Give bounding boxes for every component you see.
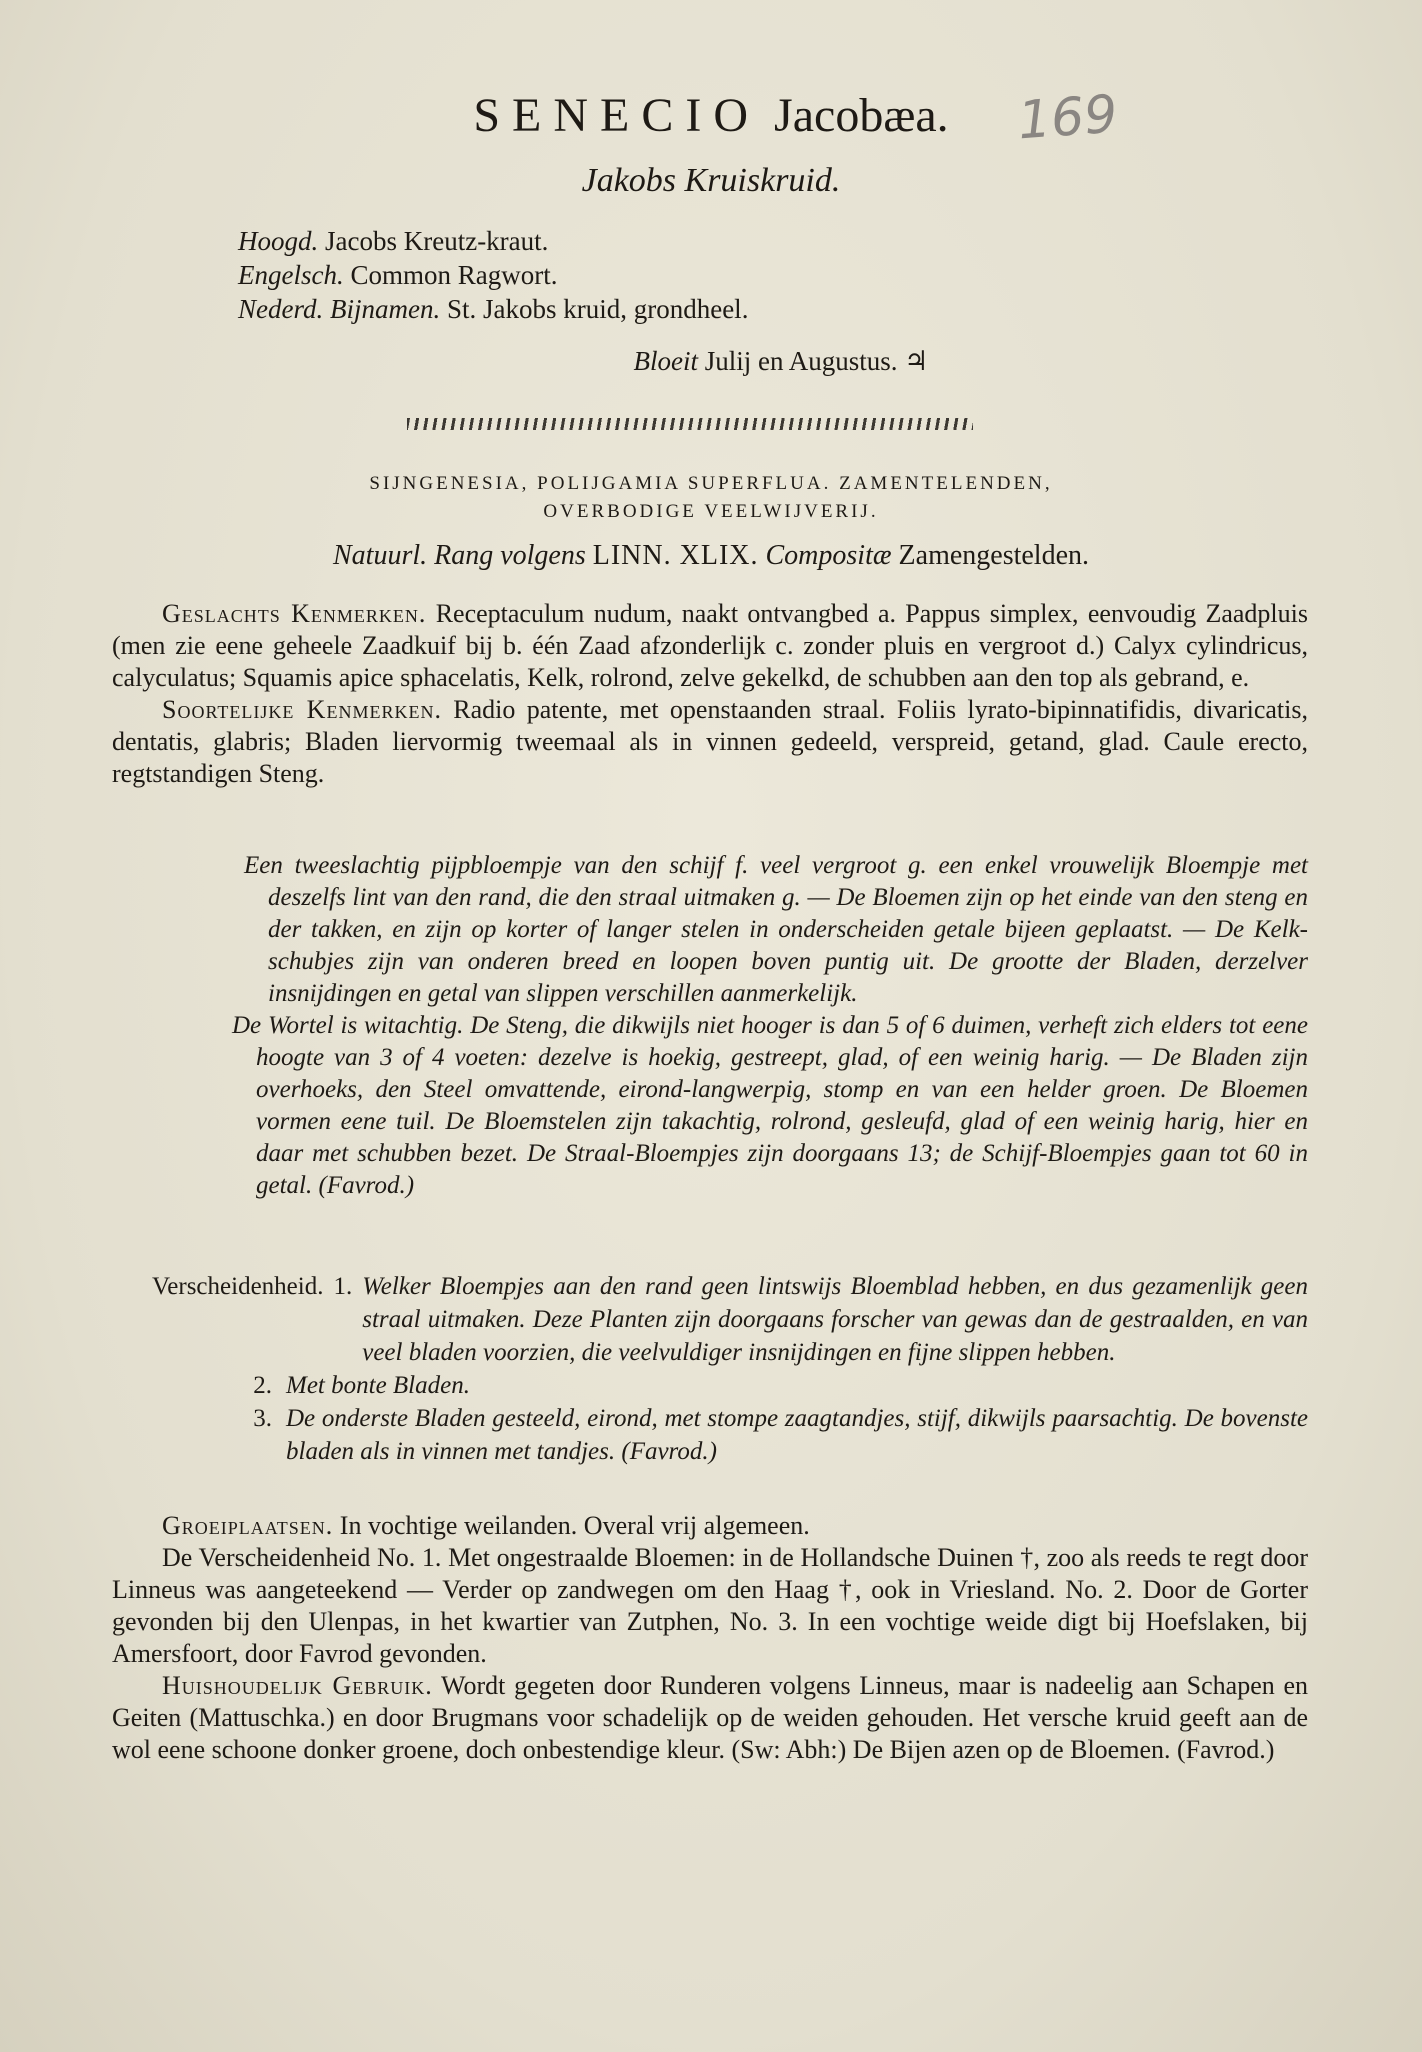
- linnaean-class-heading: SIJNGENESIA, POLIJGAMIA SUPERFLUA. ZAMENTELENDEN, OVERBODIGE VEELWIJVERIJ.: [369, 473, 1053, 522]
- name-row: Hoogd. Jacobs Kreutz-kraut.: [238, 226, 549, 256]
- page-subtitle: Jakobs Kruiskruid.: [581, 162, 841, 199]
- title-species: Jacobæa.: [774, 89, 949, 142]
- variety-text: Welker Bloempjes aan den rand geen lintswijs Bloemblad hebben, en dus gezamenlijk geen straal uitmaken. Deze Planten zijn doorgaans forscher van gewas dan de gestraalden, en van veel bladen voorzien, die veelvuldiger insnijdingen en fijne slippen hebben.: [362, 1273, 1308, 1366]
- huishoudelijk-gebruik: Huishoudelijk Gebruik. Wordt gegeten door Runderen volgens Linneus, maar is nadeelig aan Schapen en Geiten (Mattuschka.) en door Brugmans voor schadelijk op de weiden gehouden. Het versche kruid geeft aan de wol eene schoone donker groene, doch onbestendige kleur. (Sw: Abh:) De Bijen azen op de Bloemen. (Favrod.): [112, 1671, 1309, 1764]
- page-number: 169: [1016, 84, 1120, 152]
- description-paragraph: De Wortel is witachtig. De Steng, die dikwijls niet hooger is dan 5 of 6 duimen, verheft zich elders tot eene hoogte van 3 of 4 voeten: dezelve is hoekig, gestreept, glad, of een weinig harig. — De Bladen zijn overhoeks, den Steel omvattende, eirond-langwerpig, stomp en van een helder groen. De Bloemen vormen eene tuil. De Bloemstelen zijn takachtig, rolrond, gesleufd, glad of een weinig harig, hier en daar met schubben bezet. De Straal-Bloempjes zijn doorgaans 13; de Schijf-Bloempjes gaan tot 60 in getal. (Favrod.): [232, 1012, 1308, 1199]
- varieties-section: Verscheidenheid. 1. Welker Bloempjes aan den rand geen lintswijs Bloemblad hebben, en dus gezamenlijk geen straal uitmaken. Deze Planten zijn doorgaans forscher van gewas dan de gestraalden, en van veel bladen voorzien, die veelvuldiger insnijdingen en fijne slippen hebben. 2. Met bonte Bladen. 3. De onderste Bladen gesteeld, eirond, met stompe zaagtandjes, stijf, dikwijls paarsachtig. De bovenste bladen als in vinnen met tandjes. (Favrod.): [152, 1270, 1308, 1468]
- bloei-text: Julij en Augustus.: [704, 346, 898, 376]
- variety-text: De onderste Bladen gesteeld, eirond, met stompe zaagtandjes, stijf, dikwijls paarsachtig. De bovenste bladen als in vinnen met tandjes. (Favrod.): [286, 1405, 1308, 1465]
- page-title: [0, 88, 1422, 143]
- habitat-section: [112, 1510, 1308, 1766]
- groeiplaatsen-detail: De Verscheidenheid No. 1. Met ongestraalde Bloemen: in de Hollandsche Duinen †, zoo als reeds te regt door Linneus was aangeteekend — Verder op zandwegen om den Haag †, ook in Vriesland. No. 2. Door de Gorter gevonden bij den Ulenpas, in het kwartier van Zutphen, No. 3. In een vochtige weide digt bij Hoefslaken, bij Amersfoort, door Favrod gevonden.: [112, 1543, 1308, 1668]
- characters-section: [112, 598, 1308, 790]
- title-genus: SENECIO: [473, 89, 761, 142]
- name-row: Engelsch. Common Ragwort.: [238, 260, 558, 290]
- groeiplaatsen: Groeiplaatsen. In vochtige weilanden. Overal vrij algemeen.: [162, 1511, 810, 1540]
- name-row: Nederd. Bijnamen. St. Jakobs kruid, grondheel.: [238, 294, 749, 324]
- perennial-symbol: ♃: [904, 346, 929, 376]
- ornamental-rule: [407, 418, 973, 430]
- geslachts-kenmerken: Geslachts Kenmerken. Receptaculum nudum, naakt ontvangbed a. Pappus simplex, eenvoudig Zaadpluis (men zie eene geheele Zaadkuif bij b. één Zaad afzonderlijk c. zonder pluis en vergroot d.) Calyx cylindricus, calyculatus; Squamis apice sphacelatis, Kelk, rolrond, zelve gekelkd, de schubben aan den top als gebrand, e.: [112, 599, 1308, 692]
- soortelijke-kenmerken: Soortelijke Kenmerken. Radio patente, met openstaanden straal. Foliis lyrato-bipinnatifidis, divaricatis, dentatis, glabris; Bladen liervormig tweemaal als in vinnen gedeeld, verspreid, getand, glad. Caule erecto, regtstandigen Steng.: [112, 695, 1308, 788]
- varieties-label: Verscheidenheid.: [152, 1273, 324, 1300]
- variety-text: Met bonte Bladen.: [286, 1372, 470, 1399]
- description-paragraph: Een tweeslachtig pijpbloempje van den schijf f. veel vergroot g. een enkel vrouwelijk Bloempje met deszelfs lint van den rand, die den straal uitmaken g. — De Bloemen zijn op het einde van den steng en der takken, en zijn op korter of langer stelen in onderscheiden getale bijeen geplaatst. — De Kelk-schubjes zijn van onderen breed en loopen boven puntig uit. De grootte der Bladen, derzelver insnijdingen en getal van slippen verschillen aanmerkelijk.: [244, 852, 1308, 1007]
- flowering-line: [0, 346, 1422, 377]
- natural-rank-line: Natuurl. Rang volgens LINN. XLIX. Compositæ Zamengestelden.: [332, 540, 1090, 571]
- vernacular-names: [238, 224, 748, 326]
- bloei-label: Bloeit: [633, 346, 698, 376]
- description-section: [232, 850, 1308, 1202]
